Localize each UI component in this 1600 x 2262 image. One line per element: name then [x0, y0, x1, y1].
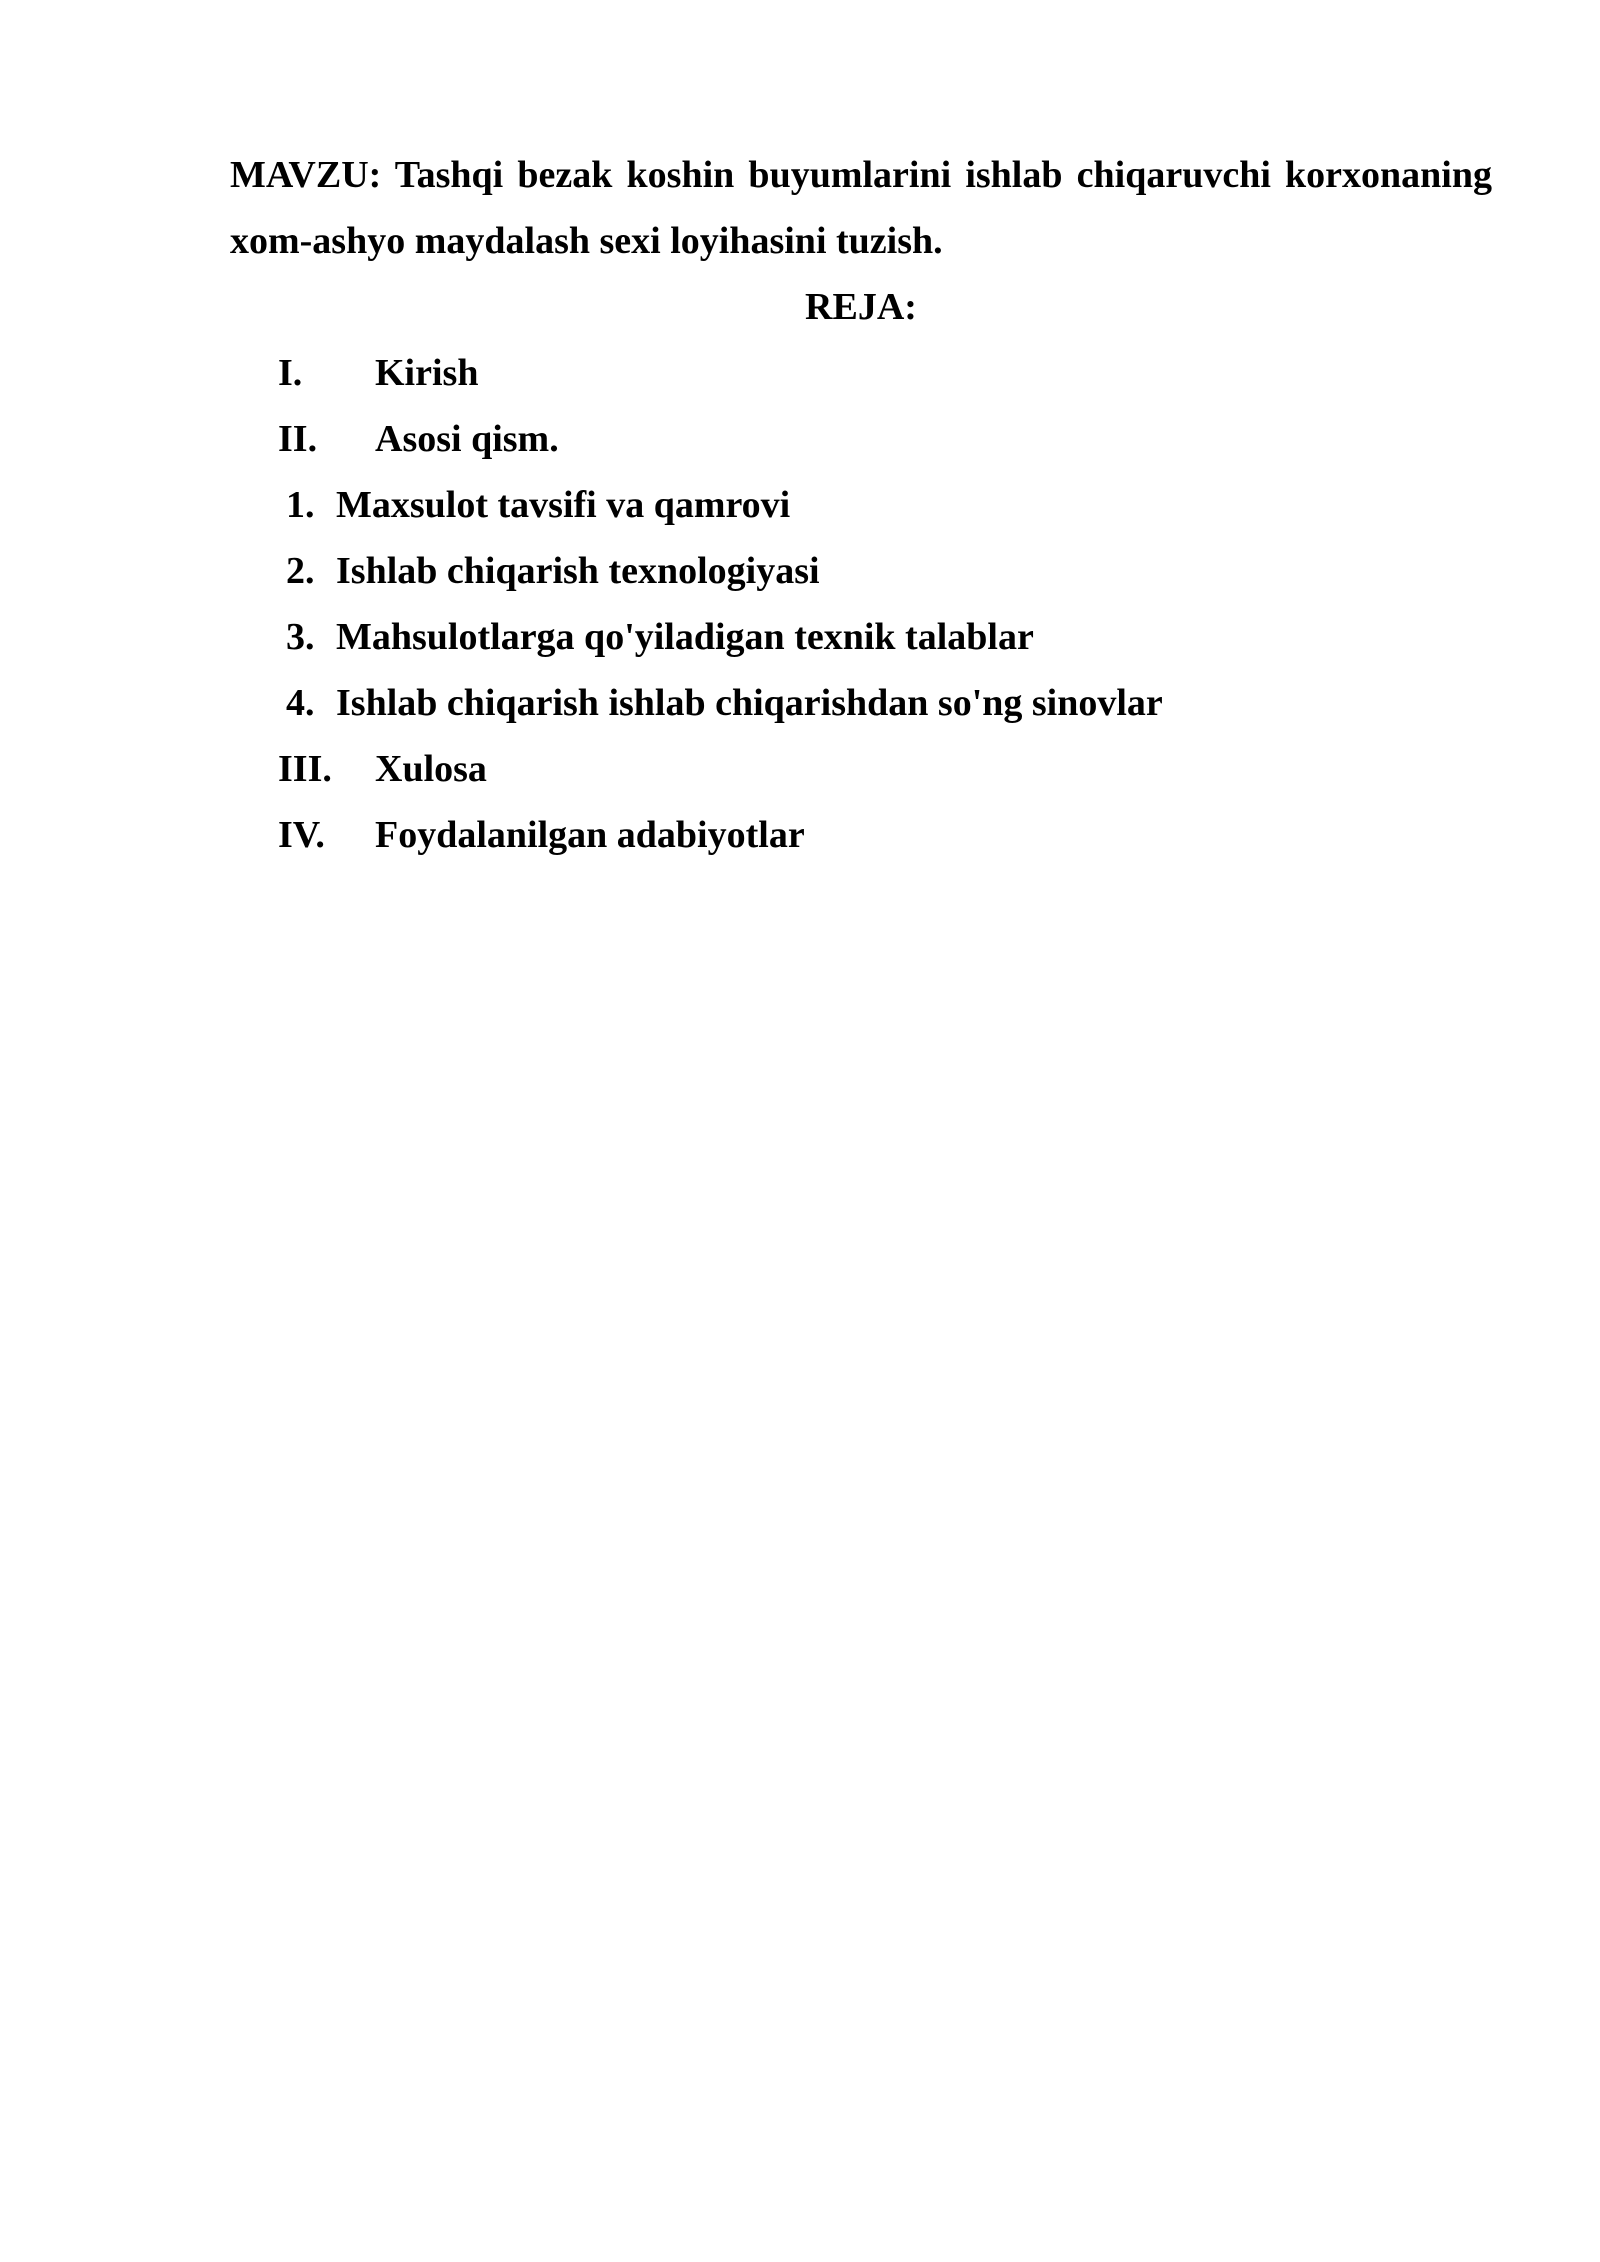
outline-subitem: [0, 538, 1600, 604]
outline-subitem-number: 4.: [286, 682, 315, 724]
outline-subitem-number: 3.: [286, 616, 315, 658]
outline-item-text: Kirish: [375, 352, 479, 394]
outline-item-number: II.: [278, 418, 318, 460]
outline-subitem: [0, 472, 1600, 538]
outline-subitem-text: Ishlab chiqarish texnologiyasi: [336, 550, 820, 592]
outline-subitem: [0, 670, 1600, 736]
outline-item-text: Xulosa: [375, 748, 487, 790]
outline-item-number: III.: [278, 748, 332, 790]
outline-item: [0, 340, 1600, 406]
outline-subitem-number: 1.: [286, 484, 315, 526]
outline-item-number: IV.: [278, 814, 325, 856]
outline-item: [0, 406, 1600, 472]
outline-item: [0, 736, 1600, 802]
outline-item-text: Asosi qism.: [375, 418, 559, 460]
outline-item-number: I.: [278, 352, 303, 394]
outline-subitem-text: Mahsulotlarga qo'yiladigan texnik talablar: [336, 616, 1034, 658]
outline-subitem-text: Maxsulot tavsifi va qamrovi: [336, 484, 791, 526]
document-topic: MAVZU: Tashqi bezak koshin buyumlarini ishlab chiqaruvchi korxonaning xom-ashyo maydalash sexi loyihasini tuzish.: [230, 154, 1492, 262]
plan-title: REJA:: [805, 286, 917, 328]
outline-item: [0, 802, 1600, 868]
outline-item-text: Foydalanilgan adabiyotlar: [375, 814, 805, 856]
plan-outline: [0, 340, 1600, 868]
outline-subitem-number: 2.: [286, 550, 315, 592]
outline-subitem-text: Ishlab chiqarish ishlab chiqarishdan so'ng sinovlar: [336, 682, 1163, 724]
outline-subitem: [0, 604, 1600, 670]
